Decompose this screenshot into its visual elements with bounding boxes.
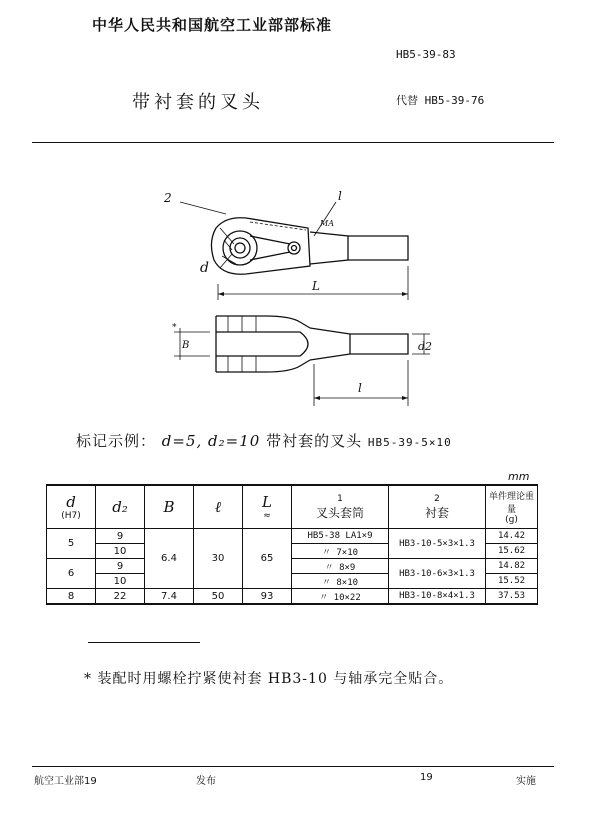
marking-name: 带衬套的叉头 (266, 432, 363, 450)
col-d: d (H7) (47, 485, 96, 529)
label-1: l (338, 189, 342, 203)
marking-formula: d=5, d₂=10 (161, 432, 261, 450)
label-l: l (358, 381, 362, 395)
label-d2: d2 (418, 340, 433, 353)
fork-head-drawing (150, 188, 440, 410)
col-L: L ≈ (243, 485, 292, 529)
table-row: 10 〃 8×10 15.52 (47, 574, 538, 589)
col-mass: 单件理论重量 (g) (486, 485, 538, 529)
header-rule (32, 142, 554, 143)
label-d: d (200, 260, 209, 276)
top-view (180, 202, 408, 300)
table-header-row (47, 485, 538, 529)
spec-table (46, 484, 538, 605)
issuing-organization: 中华人民共和国航空工业部部标准 (92, 16, 333, 34)
document-title: 带衬套的叉头 (132, 92, 264, 113)
table-row: 6 9 〃 8×9 HB3-10-6×3×1.3 14.82 (47, 559, 538, 574)
marking-code: HB5-39-5×10 (367, 436, 452, 449)
footer-issuer: 航空工业部19 (34, 776, 97, 787)
standard-number: HB5-39-83 (396, 48, 456, 61)
table-row: 8 22 7.4 50 93 〃 10×22 HB3-10-8×4×1.3 37.53 (47, 589, 538, 605)
table-row: 5 9 6.4 30 65 HB5-38 LA1×9 HB3-10-5×3×1.3 14.42 (47, 529, 538, 544)
col-d2: d₂ (96, 485, 145, 529)
unit-label: mm (508, 470, 530, 483)
assembly-note: * 装配时用螺栓拧紧使衬套 HB3-10 与轴承完全贴合。 (84, 671, 454, 687)
col-fork-sleeve: 1 叉头套筒 (292, 485, 389, 529)
footer-implement: 实施 (516, 776, 536, 787)
label-star: * (172, 323, 177, 333)
replaces-standard: 代替 HB5-39-76 (396, 94, 485, 107)
table-row: 10 〃 7×10 15.62 (47, 544, 538, 559)
footer-year: 19 (420, 772, 433, 783)
label-mark: MA (320, 219, 334, 228)
label-L: L (312, 279, 320, 293)
col-l: ℓ (194, 485, 243, 529)
col-bushing: 2 衬套 (389, 485, 486, 529)
label-B: B (182, 340, 190, 351)
col-B: B (145, 485, 194, 529)
footer-publish: 发布 (196, 776, 216, 787)
marking-example (76, 430, 452, 451)
marking-prefix: 标记示例： (76, 432, 157, 450)
label-2: 2 (164, 191, 172, 205)
footer-rule (32, 766, 554, 767)
footnote-rule (88, 642, 200, 643)
front-view (174, 316, 433, 406)
